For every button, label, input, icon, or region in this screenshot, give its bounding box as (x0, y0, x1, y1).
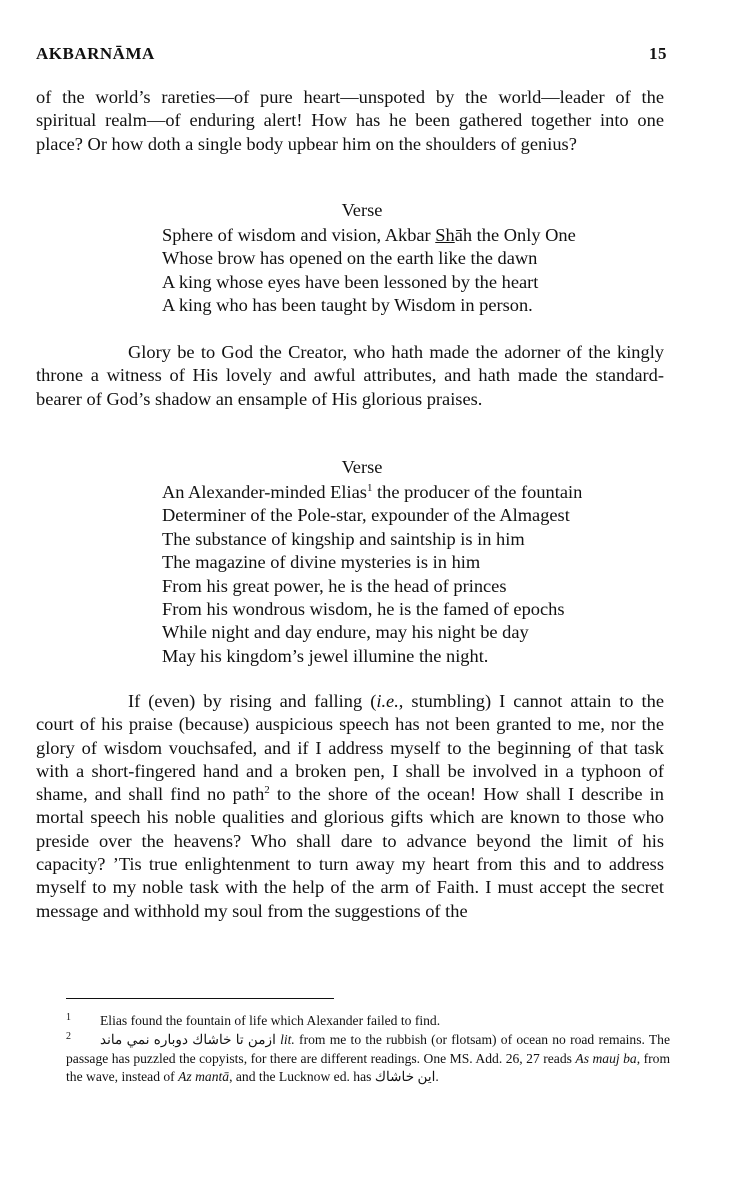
footnote-1-number: 1 (66, 1012, 71, 1023)
verse-1-line-4: A king who has been taught by Wisdom in person. (162, 295, 533, 316)
footnote-ref-2[interactable]: 2 (264, 784, 270, 797)
verse-2-line-1: An Alexander-minded Elias$^1$ the producer of the fountain (162, 481, 583, 502)
verse-2 (162, 481, 642, 668)
verse-2-line-4: The magazine of divine mysteries is in him (162, 552, 481, 573)
verse-1-line-2: Whose brow has opened on the earth like the dawn (162, 248, 538, 269)
page-header (36, 44, 667, 68)
verse-1-line-3: A king whose eyes have been lessoned by the heart (162, 271, 539, 292)
verse-2-line-3: The substance of kingship and saintship is in him (162, 528, 525, 549)
paragraph-2: Glory be to God the Creator, who hath made the adorner of the kingly throne a witness of His lovely and awful attributes, and hath made the standard-bearer of God’s shadow an ensample of His glorious praises. (36, 342, 664, 409)
verse-2-line-2: Determiner of the Pole-star, expounder of the Almagest (162, 505, 570, 526)
verse-1 (162, 224, 642, 318)
verse-1-line-1: Sphere of wisdom and vision, Akbar Shāh the Only One (162, 225, 576, 245)
verse-2-line-7: While night and day endure, may his night be day (162, 622, 529, 643)
footnote-1-text: Elias found the fountain of life which Alexander failed to find. (100, 1013, 441, 1028)
footnote-2-text: ازمن تا خاشاك دوباره نمي ماند lit. from me to the rubbish (or flotsam) of ocean no road remains. The passage has puzzled the copyists, for there are different readings. One MS. Add. 26, 27 reads As mauj ba, from the wave, instead of Az mantā, and the Lucknow ed. has اين خاشاك. (66, 1032, 671, 1085)
verse-1-title: Verse (341, 200, 383, 220)
verse-2-line-6: From his wondrous wisdom, he is the famed of epochs (162, 599, 565, 620)
paragraph-3: If (even) by rising and falling (i.e., stumbling) I cannot attain to the court of his praise (because) auspicious speech has not been granted to me, nor the glory of wisdom vouchsafed, and if I address myself to the beginning of that task with a short-fingered hand and a broken pen, I shall be involved in a typhoon of shame, and shall find no path$^2$ to the shore of the ocean! How shall I describe in mortal speech his noble qualities and glorious gifts which are known to those who preside over the heavens? Who shall dare to advance beyond the limit of his capacity? ’Tis true enlightenment to turn away my heart from this and to address myself to my noble task with the help of the arm of Faith. I must accept the secret message and withhold my soul from the suggestions of the (36, 691, 664, 921)
footnote-divider (66, 998, 334, 999)
verse-2-title: Verse (341, 457, 383, 477)
page-number: 15 (649, 44, 667, 63)
footnote-ref-1[interactable]: 1 (366, 481, 373, 494)
verse-2-line-8: May his kingdom’s jewel illumine the night. (162, 645, 489, 666)
running-title: AKBARNĀMA (36, 44, 155, 63)
footnote-2 (66, 1031, 670, 1087)
footnote-1 (66, 1012, 670, 1031)
paragraph-1: of the world’s rareties—of pure heart—unspoted by the world—leader of the spiritual realm—of enduring alert! How has he been gathered together into one place? Or how doth a single body upbear him on the shoulders of genius? (36, 87, 664, 154)
verse-2-line-5: From his great power, he is the head of princes (162, 575, 507, 596)
footnote-2-number: 2 (66, 1031, 71, 1042)
